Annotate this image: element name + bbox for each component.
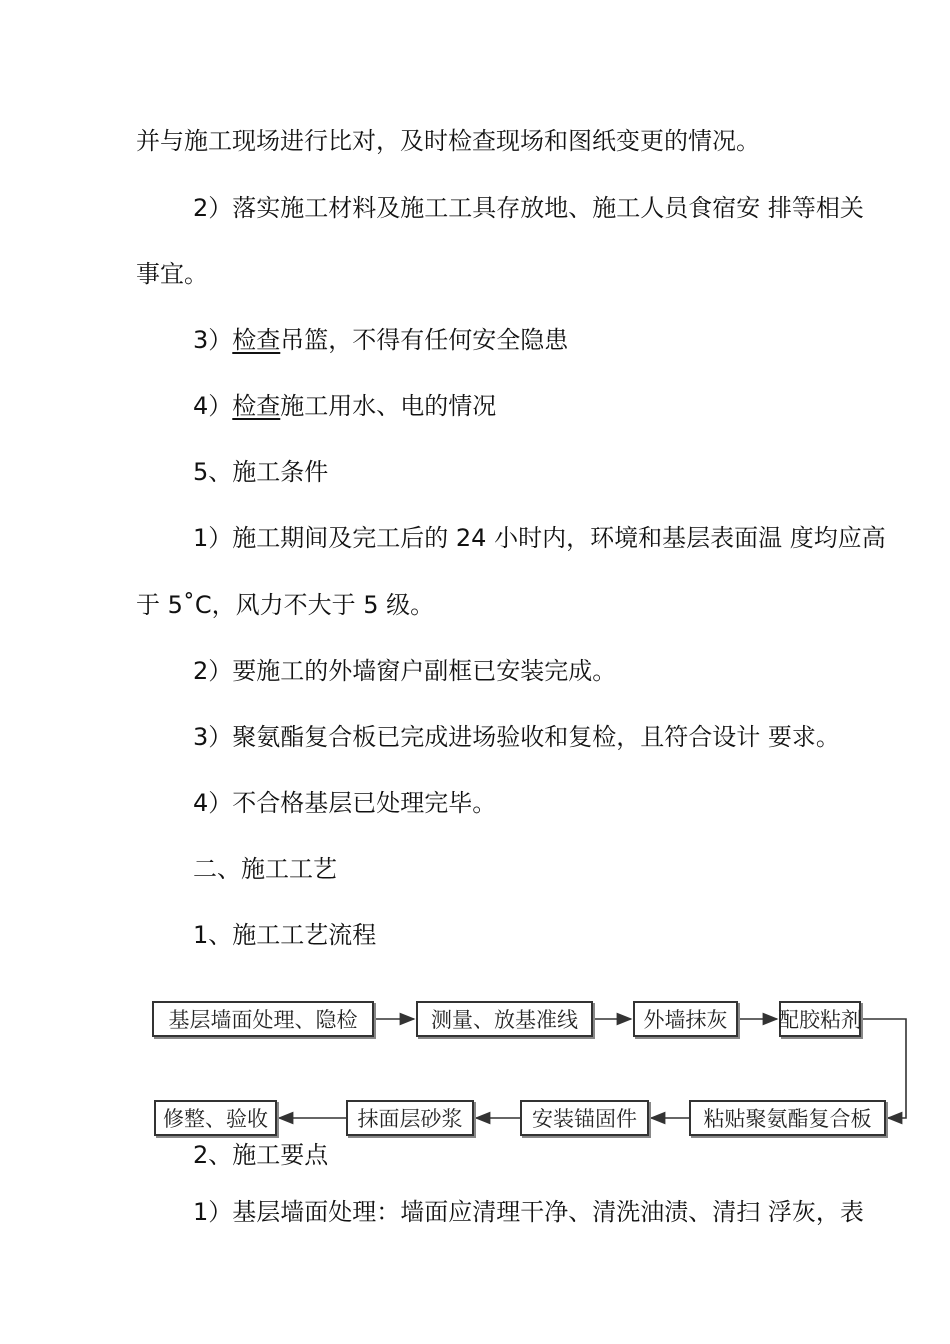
paragraph-line-1: 并与施工现场进行比对，及时检查现场和图纸变更的情况。 [136,127,760,155]
flow-step-surface-mortar: 抹面层砂浆 [346,1100,474,1136]
underlined-text: 检查 [232,326,281,354]
paragraph-line-5 [193,391,496,421]
section-heading-conditions: 5、施工条件 [193,458,329,486]
paragraph-line-9: 2）要施工的外墙窗户副框已安装完成。 [193,657,617,685]
flow-step-measure-baseline: 测量、放基准线 [416,1001,593,1037]
flow-step-finish-acceptance: 修整、验收 [154,1100,277,1136]
item-number: 3） [193,326,233,354]
flow-step-paste-pu-board: 粘贴聚氨酯复合板 [689,1100,886,1136]
paragraph-line-10: 3）聚氨酯复合板已完成进场验收和复检，且符合设计 要求。 [193,723,840,751]
paragraph-line-2: 2）落实施工材料及施工工具存放地、施工人员食宿安 排等相关 [193,194,864,222]
flow-step-base-wall-treatment: 基层墙面处理、隐检 [152,1001,374,1037]
paragraph-line-3: 事宜。 [136,260,208,288]
section-heading-key-points: 2、施工要点 [193,1141,329,1169]
paragraph-line-4 [193,325,568,355]
paragraph-line-11: 4）不合格基层已处理完毕。 [193,789,497,817]
flow-step-install-anchors: 安装锚固件 [520,1100,649,1136]
chapter-heading-process: 二、施工工艺 [193,855,337,883]
item-number: 4） [193,392,233,420]
item-text: 施工用水、电的情况 [280,392,497,420]
paragraph-line-7: 1）施工期间及完工后的 24 小时内，环境和基层表面温 度均应高 [193,524,886,552]
item-text: 吊篮，不得有任何安全隐患 [280,326,569,354]
flow-step-exterior-plaster: 外墙抹灰 [633,1001,738,1037]
paragraph-line-15: 1）基层墙面处理：墙面应清理干净、清洗油渍、清扫 浮灰，表 [193,1198,864,1226]
underlined-text: 检查 [232,392,281,420]
section-heading-process-flow: 1、施工工艺流程 [193,921,377,949]
paragraph-line-8: 于 5˚C，风力不大于 5 级。 [136,591,435,619]
flow-step-mix-adhesive: 配胶粘剂 [779,1001,861,1037]
